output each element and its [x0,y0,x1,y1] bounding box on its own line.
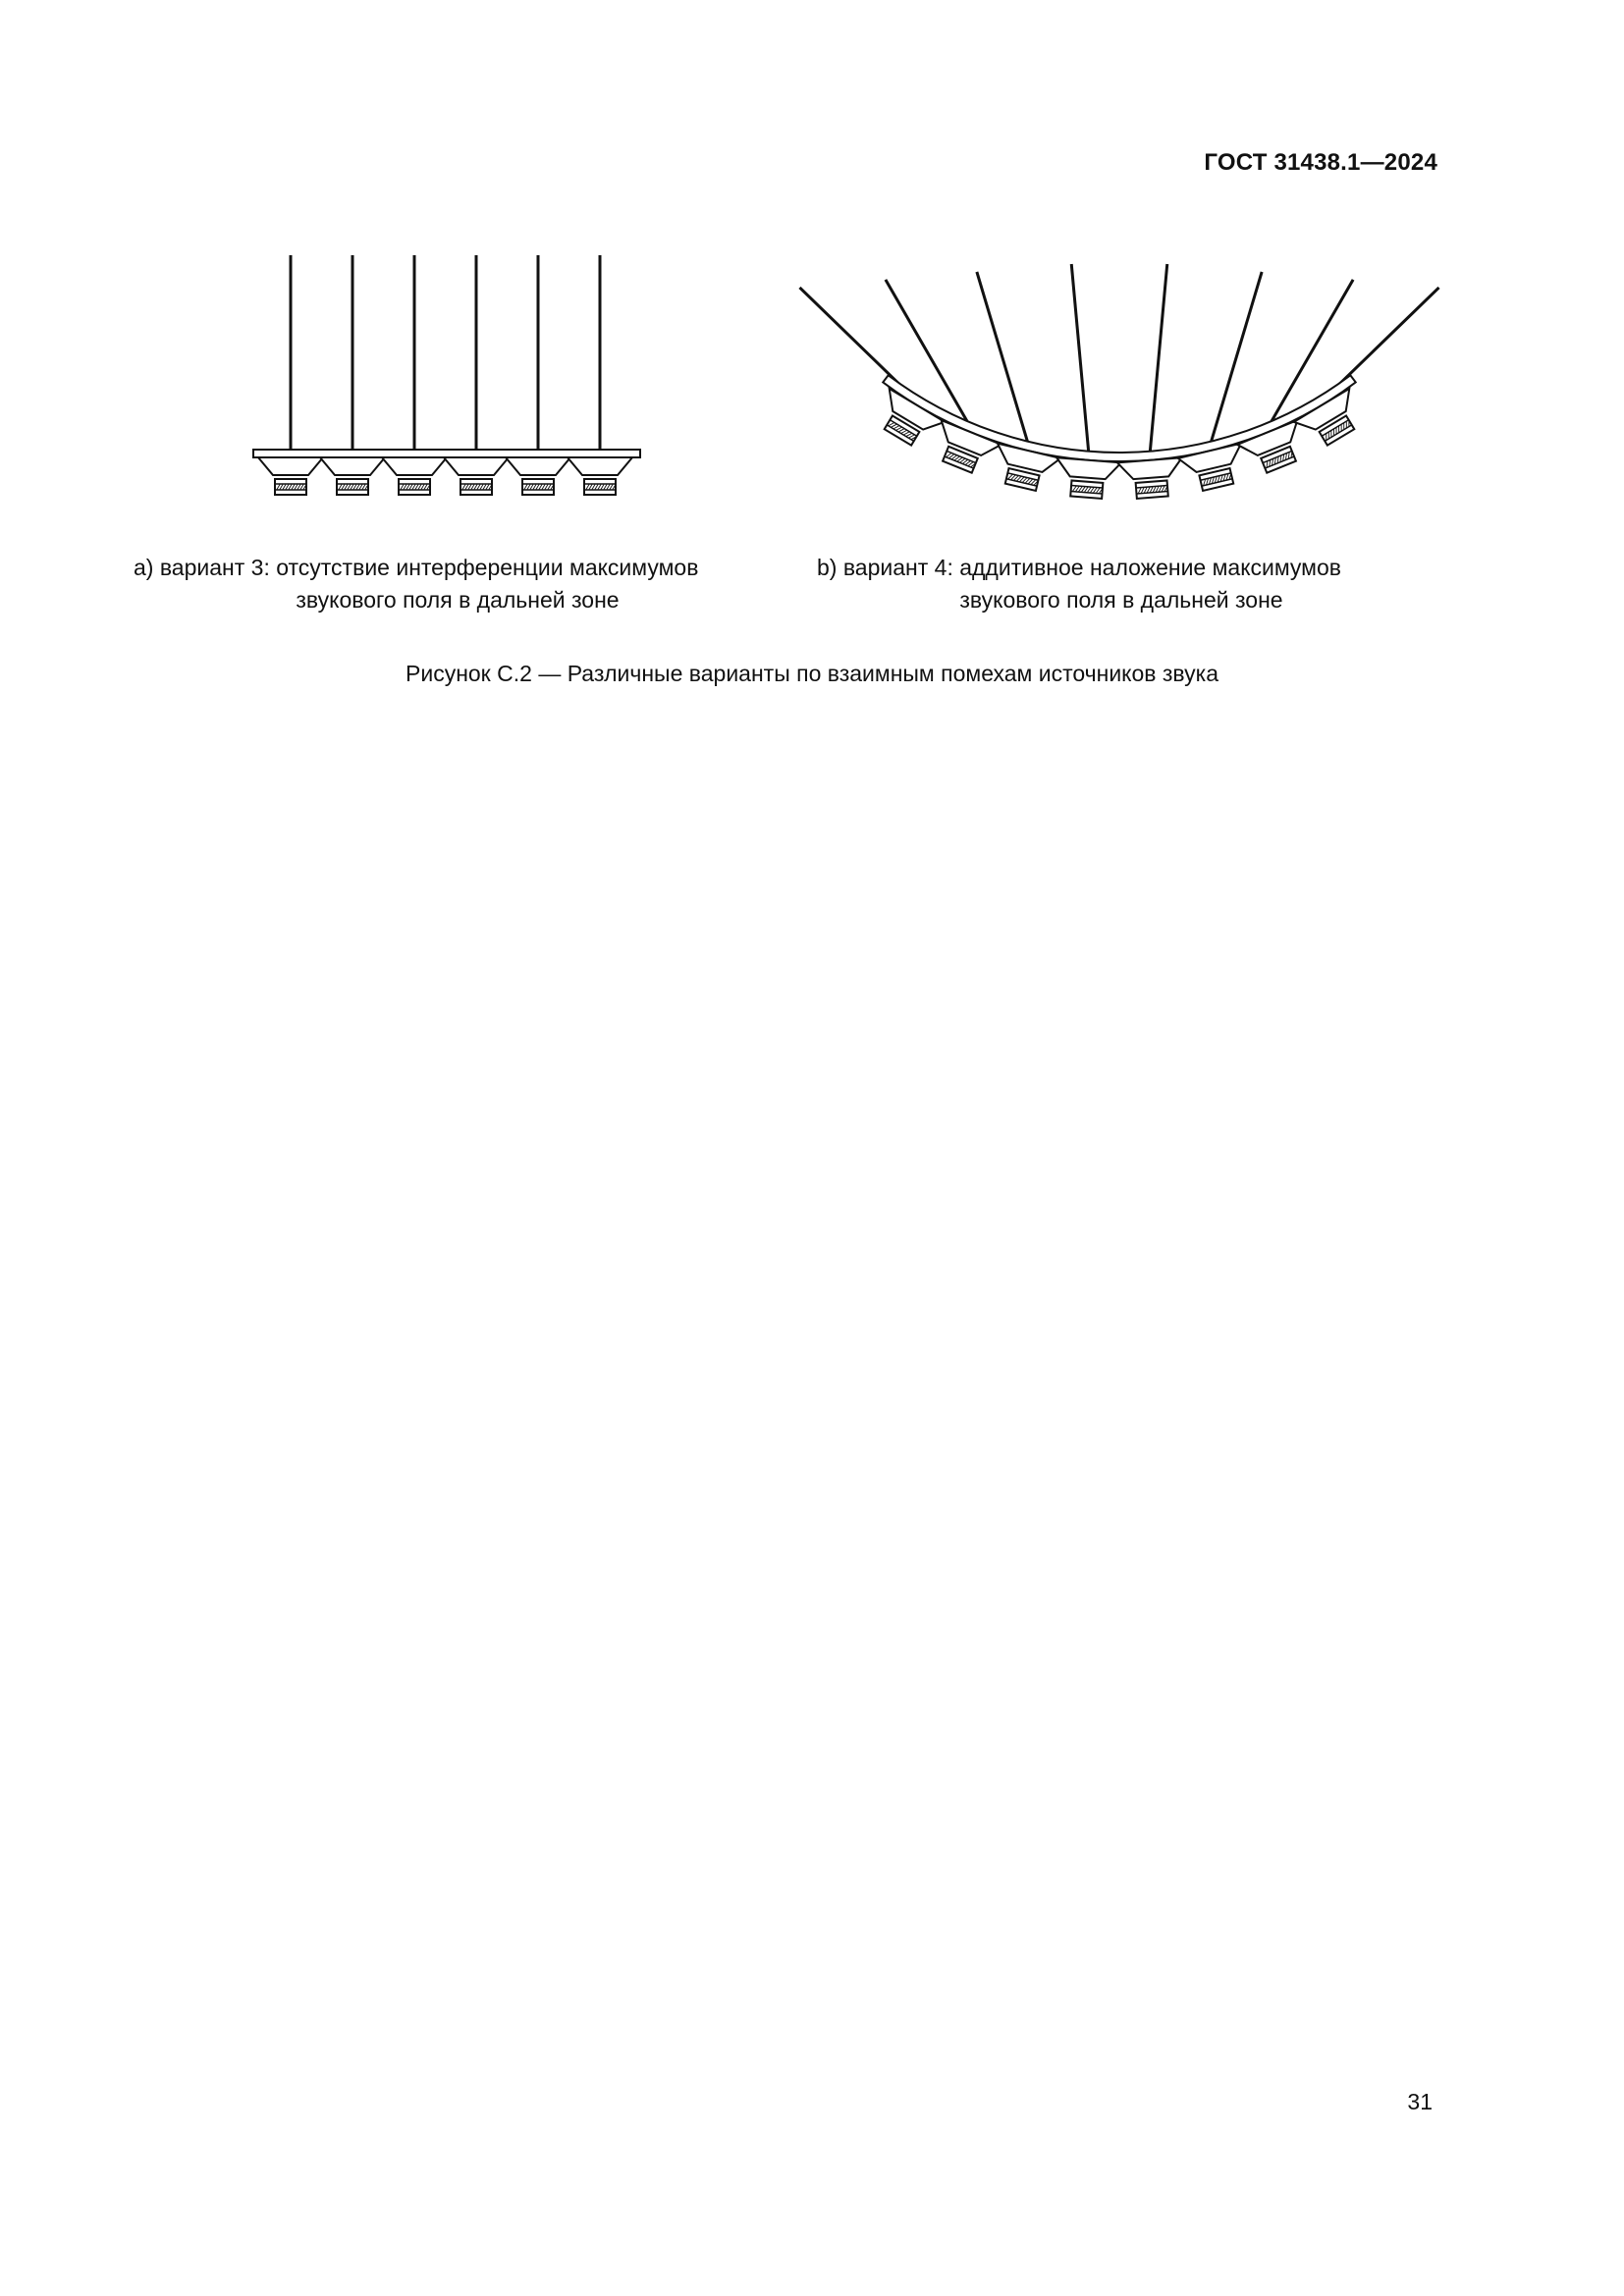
caption-b-line1: вариант 4: аддитивное наложение максимумов [842,555,1342,580]
page-number: 31 [1407,2089,1433,2114]
speaker-unit [320,457,385,495]
figure-panel-a [236,245,668,510]
speaker-unit [1237,420,1311,479]
speaker-unit [927,420,1001,479]
speaker-magnet [460,479,492,495]
sound-beam-line [1150,264,1167,456]
figure-panel-b [854,245,1365,540]
sound-beam-line [1071,264,1089,456]
speaker-magnet [584,479,616,495]
speaker-horn [258,457,323,475]
speaker-horn [382,457,447,475]
speaker-magnet [337,479,368,495]
speaker-horn [568,457,632,475]
sound-beam-line [977,272,1029,447]
speaker-magnet [1199,468,1233,491]
speaker-horn [320,457,385,475]
speaker-magnet [1136,481,1168,499]
speaker-magnet [522,479,554,495]
mounting-bar [253,450,640,457]
speaker-horn [444,457,509,475]
speaker-unit [568,457,632,495]
flat-speaker-array-diagram [236,245,668,510]
speaker-unit [870,389,945,454]
caption-panel-a [134,552,782,616]
speaker-magnet [1070,481,1103,499]
speaker-magnet [399,479,430,495]
caption-panel-b [817,552,1426,616]
speaker-horn [1056,457,1121,480]
curved-speaker-array-diagram [854,245,1365,540]
speaker-unit [506,457,570,495]
caption-a-label: а) [134,555,154,580]
caption-b-label: b) [817,555,838,580]
caption-a-line2: звукового поля в дальней зоне [296,587,620,613]
speaker-magnet [275,479,306,495]
sound-beam-line [1210,272,1262,447]
speaker-unit [258,457,323,495]
speaker-magnet [1005,468,1040,491]
speaker-unit [444,457,509,495]
speaker-unit [1294,389,1369,454]
document-standard-header: ГОСТ 31438.1—2024 [1204,149,1437,176]
caption-b-line2: звукового поля в дальней зоне [959,587,1283,613]
caption-a-line1: вариант 3: отсутствие интерференции максимумов [159,555,699,580]
speaker-unit [1054,457,1121,500]
speaker-unit [1117,457,1185,500]
speaker-horn [1117,457,1183,480]
speaker-horn [506,457,570,475]
speaker-unit [382,457,447,495]
figure-title: Рисунок С.2 — Различные варианты по взаимным помехам источников звука [406,661,1218,686]
